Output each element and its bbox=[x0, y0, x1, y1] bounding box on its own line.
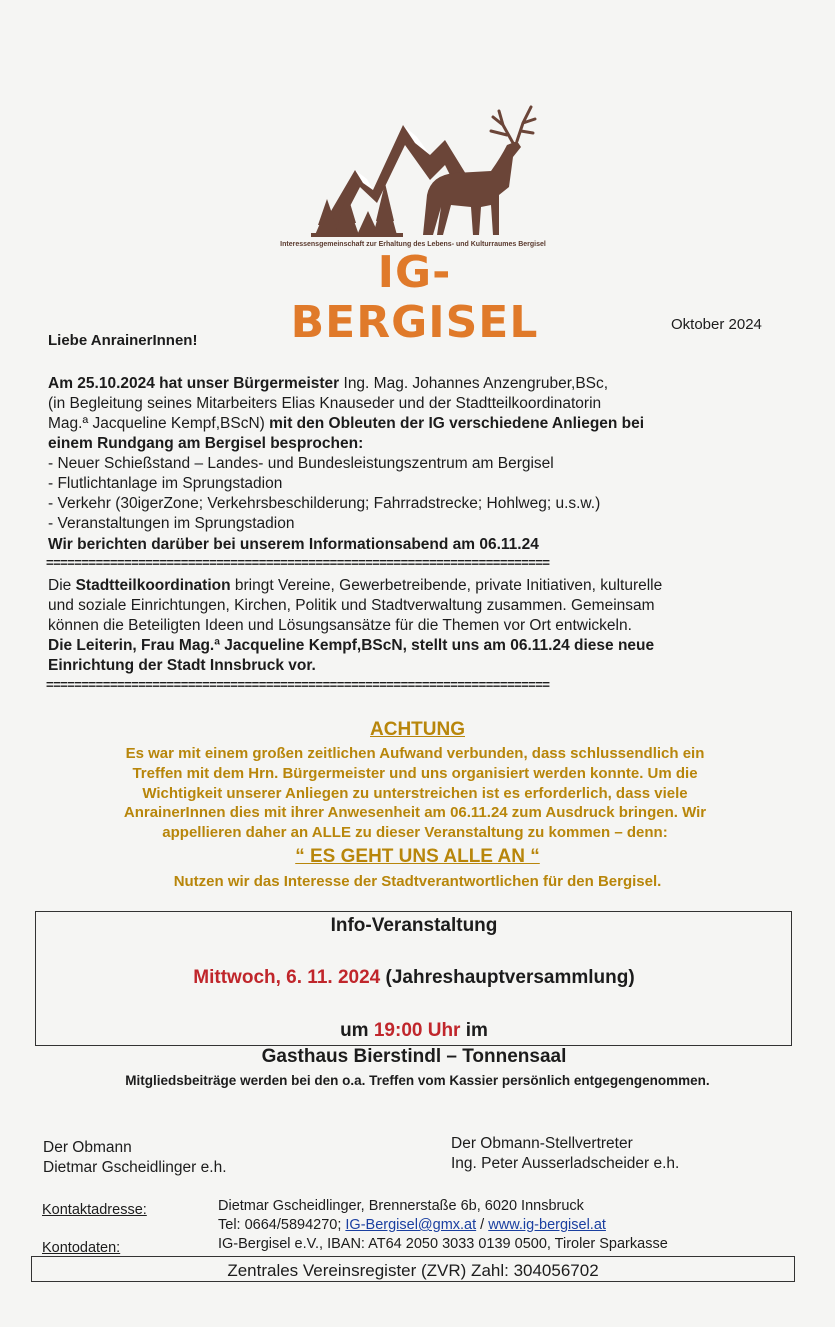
achtung-line: Es war mit einem großen zeitlichen Aufwand verbunden, dass schlussendlich ein bbox=[125, 745, 705, 762]
event-time-line: um 19:00 Uhr im bbox=[340, 1020, 488, 1041]
list-item: - Flutlichtanlage im Sprungstadion bbox=[48, 475, 283, 492]
members-note: Mitgliedsbeiträge werden bei den o.a. Treffen vom Kassier persönlich entgegengenommen. bbox=[125, 1073, 710, 1088]
signature-left bbox=[43, 1138, 227, 1178]
coord-line-2: und soziale Einrichtungen, Kirchen, Politik und Stadtverwaltung zusammen. Gemeinsam bbox=[48, 597, 655, 614]
event-venue: Gasthaus Bierstindl – Tonnensaal bbox=[261, 1046, 567, 1067]
coord-line-4: Die Leiterin, Frau Mag.ª Jacqueline Kempf,BScN, stellt uns am 06.11.24 diese neue bbox=[48, 637, 655, 654]
signature-role: Der Obmann bbox=[43, 1139, 132, 1156]
achtung-line: AnrainerInnen dies mit ihrer Anwesenheit am 06.11.24 zum Ausdruck bringen. Wir bbox=[123, 804, 707, 822]
bank-details: IG-Bergisel e.V., IBAN: AT64 2050 3033 0139 0500, Tiroler Sparkasse bbox=[218, 1236, 668, 1252]
signature-role: Der Obmann-Stellvertreter bbox=[451, 1135, 633, 1152]
event-date-line: Mittwoch, 6. 11. 2024 (Jahreshauptversammlung) bbox=[193, 967, 635, 988]
coord-line-3: können die Beteiligten Ideen und Lösungsansätze für die Themen vor Ort entwickeln. bbox=[48, 617, 632, 634]
email-link[interactable]: IG-Bergisel@gmx.at bbox=[345, 1217, 477, 1233]
coord-line-5: Einrichtung der Stadt Innsbruck vor. bbox=[48, 657, 316, 674]
contact-label: Kontaktadresse: bbox=[42, 1202, 147, 1218]
event-date: Mittwoch, 6. 11. 2024 bbox=[193, 967, 381, 988]
list-item: - Verkehr (30igerZone; Verkehrsbeschilderung; Fahrradstrecke; Hohlweg; u.s.w.) bbox=[48, 495, 601, 512]
zvr-number: Zentrales Vereinsregister (ZVR) Zahl: 304056702 bbox=[227, 1261, 599, 1280]
bank-label: Kontodaten: bbox=[42, 1240, 121, 1256]
contact-address: Dietmar Gscheidlinger, Brennerstaße 6b, 6020 Innsbruck bbox=[218, 1198, 584, 1214]
greeting: Liebe AnrainerInnen! bbox=[48, 332, 198, 349]
signature-name: Dietmar Gscheidlinger e.h. bbox=[43, 1159, 227, 1176]
separator-line: ======================================================================= bbox=[46, 680, 550, 690]
event-time: 19:00 Uhr bbox=[373, 1020, 461, 1041]
signature-name: Ing. Peter Ausserladscheider e.h. bbox=[451, 1155, 680, 1172]
achtung-heading: ACHTUNG bbox=[370, 719, 465, 740]
signature-right bbox=[451, 1134, 679, 1174]
logo-subtitle: Interessensgemeinschaft zur Erhaltung des Lebens- und Kulturraumes Bergisel bbox=[280, 241, 546, 248]
logo-title: IG-BERGISEL bbox=[290, 247, 539, 348]
list-item: - Neuer Schießstand – Landes- und Bundesleistungszentrum am Bergisel bbox=[48, 455, 554, 472]
slogan: “ ES GEHT UNS ALLE AN “ bbox=[295, 846, 540, 867]
slogan-subline: Nutzen wir das Interesse der Stadtverantwortlichen für den Bergisel. bbox=[173, 873, 662, 890]
intro-line-3: Mag.ª Jacqueline Kempf,BScN) mit den Obleuten der IG verschiedene Anliegen bei bbox=[48, 415, 645, 432]
intro-line-2: (in Begleitung seines Mitarbeiters Elias Knauseder und der Stadtteilkoordinatorin bbox=[48, 395, 602, 412]
achtung-line: Wichtigkeit unserer Anliegen zu unterstreichen ist es erforderlich, dass viele bbox=[142, 784, 688, 802]
contact-tel-line: Tel: 0664/5894270; IG-Bergisel@gmx.at / www.ig-bergisel.at bbox=[218, 1217, 606, 1233]
intro-closing: Wir berichten darüber bei unserem Informationsabend am 06.11.24 bbox=[48, 536, 539, 553]
achtung-line: Treffen mit dem Hrn. Bürgermeister und uns organisiert werden konnte. Um die bbox=[132, 764, 698, 782]
deer-icon bbox=[423, 107, 535, 235]
list-item: - Veranstaltungen im Sprungstadion bbox=[48, 515, 295, 532]
intro-line-4: einem Rundgang am Bergisel besprochen: bbox=[48, 435, 364, 452]
coord-line-1: Die Stadtteilkoordination bringt Vereine, Gewerbetreibende, private Initiativen, kulturelle bbox=[48, 577, 663, 594]
letter-date: Oktober 2024 bbox=[671, 316, 762, 333]
achtung-line: appellieren daher an ALLE zu dieser Veranstaltung zu kommen – denn: bbox=[162, 824, 668, 842]
event-title: Info-Veranstaltung bbox=[330, 915, 498, 936]
website-link[interactable]: www.ig-bergisel.at bbox=[488, 1217, 606, 1233]
achtung-paragraph bbox=[40, 744, 790, 843]
separator-line: ======================================================================= bbox=[46, 558, 550, 568]
intro-line-1: Am 25.10.2024 hat unser Bürgermeister Ing. Mag. Johannes Anzengruber,BSc, bbox=[48, 375, 609, 392]
